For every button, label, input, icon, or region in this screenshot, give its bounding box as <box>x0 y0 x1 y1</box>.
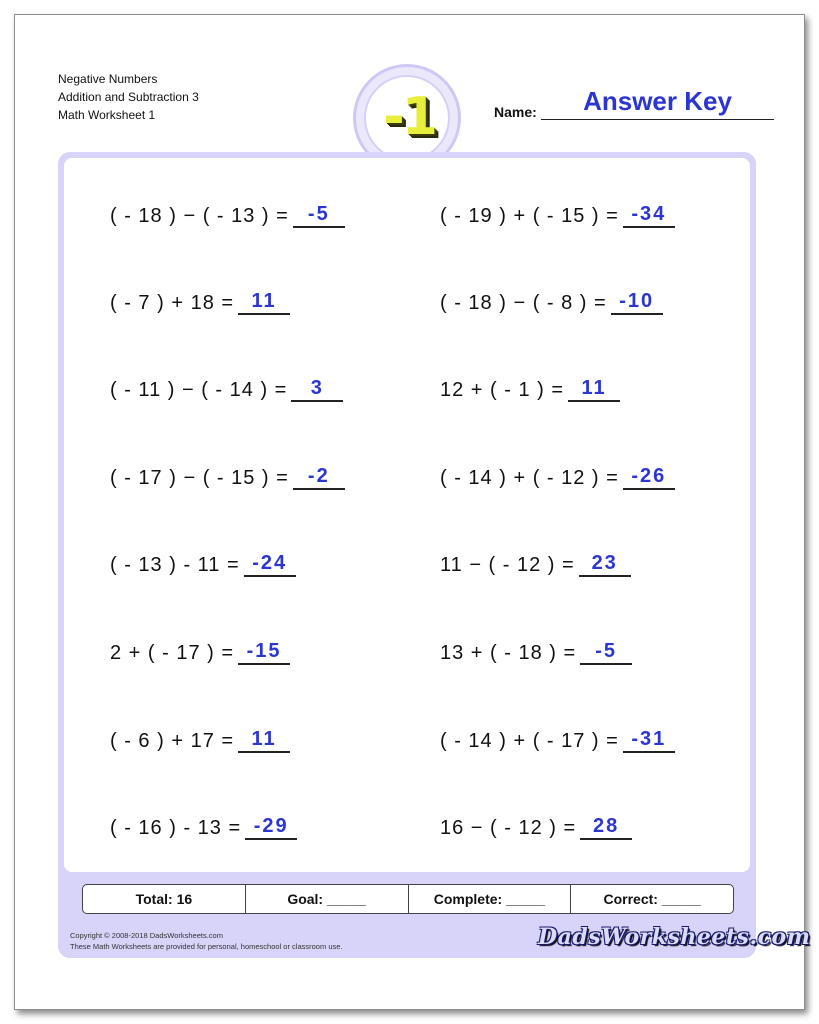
problem-expression: ( - 6 ) + 17 = <box>110 730 235 752</box>
problem-answer: 23 <box>579 552 631 577</box>
usage-line: These Math Worksheets are provided for personal, homeschool or classroom use. <box>70 942 343 951</box>
problem-answer: -29 <box>245 815 297 840</box>
problem-answer: -15 <box>238 640 290 665</box>
complete-field: Complete: _____ <box>409 885 572 913</box>
copyright-line: Copyright © 2008-2018 DadsWorksheets.com <box>70 931 223 940</box>
problem-item <box>440 203 675 233</box>
problem-answer: -24 <box>244 552 296 577</box>
problem-expression: ( - 18 ) − ( - 13 ) = <box>110 205 289 227</box>
copyright-notice <box>70 930 343 952</box>
problem-expression: ( - 16 ) - 13 = <box>110 817 242 839</box>
problem-expression: ( - 18 ) − ( - 8 ) = <box>440 292 607 314</box>
problem-answer: 28 <box>580 815 632 840</box>
problem-expression: ( - 13 ) - 11 = <box>110 554 240 576</box>
problem-answer: -31 <box>623 728 675 753</box>
problem-item <box>440 290 663 320</box>
problem-item <box>440 377 620 407</box>
problem-answer: 3 <box>291 377 343 402</box>
problem-expression: 16 − ( - 12 ) = <box>440 817 577 839</box>
dadsworksheets-logo: DadsWorksheets.com <box>538 924 811 950</box>
problem-item <box>440 465 675 495</box>
problem-item <box>110 728 290 758</box>
title-line-1: Negative Numbers <box>58 72 158 86</box>
total-count: Total: 16 <box>83 885 246 913</box>
problem-answer: 11 <box>568 377 620 402</box>
problem-expression: ( - 11 ) − ( - 14 ) = <box>110 379 288 401</box>
problem-answer: -5 <box>580 640 632 665</box>
problem-expression: 11 − ( - 12 ) = <box>440 554 575 576</box>
problem-item <box>440 728 675 758</box>
title-line-2: Addition and Subtraction 3 <box>58 90 199 104</box>
problem-answer: -5 <box>293 203 345 228</box>
score-summary <box>82 884 734 914</box>
problem-item <box>440 552 631 582</box>
problem-item <box>110 640 290 670</box>
name-line <box>541 119 774 120</box>
correct-field: Correct: _____ <box>603 891 701 907</box>
problem-item <box>110 377 343 407</box>
problem-expression: ( - 17 ) − ( - 15 ) = <box>110 467 289 489</box>
problem-answer: -26 <box>623 465 675 490</box>
problem-answer: -10 <box>611 290 663 315</box>
worksheet-title <box>58 70 199 124</box>
problem-expression: ( - 14 ) + ( - 17 ) = <box>440 730 619 752</box>
problem-answer: 11 <box>238 728 290 753</box>
problem-item <box>440 815 632 845</box>
problem-item <box>110 815 297 845</box>
problem-item <box>110 465 345 495</box>
problem-expression: ( - 14 ) + ( - 12 ) = <box>440 467 619 489</box>
problem-item <box>110 203 345 233</box>
problem-expression: 13 + ( - 18 ) = <box>440 642 577 664</box>
problem-expression: 2 + ( - 17 ) = <box>110 642 235 664</box>
problem-answer: 11 <box>238 290 290 315</box>
problem-item <box>110 290 290 320</box>
problem-expression: ( - 7 ) + 18 = <box>110 292 235 314</box>
title-line-3: Math Worksheet 1 <box>58 108 156 122</box>
problem-expression: ( - 19 ) + ( - 15 ) = <box>440 205 619 227</box>
problem-expression: 12 + ( - 1 ) = <box>440 379 565 401</box>
goal-field: Goal: _____ <box>246 885 409 913</box>
badge-number: -1 <box>383 87 435 147</box>
problem-item <box>440 640 632 670</box>
problem-answer: -2 <box>293 465 345 490</box>
name-label: Name: <box>494 104 537 120</box>
problem-answer: -34 <box>623 203 675 228</box>
answer-key-text: Answer Key <box>583 86 732 116</box>
problem-item <box>110 552 296 582</box>
